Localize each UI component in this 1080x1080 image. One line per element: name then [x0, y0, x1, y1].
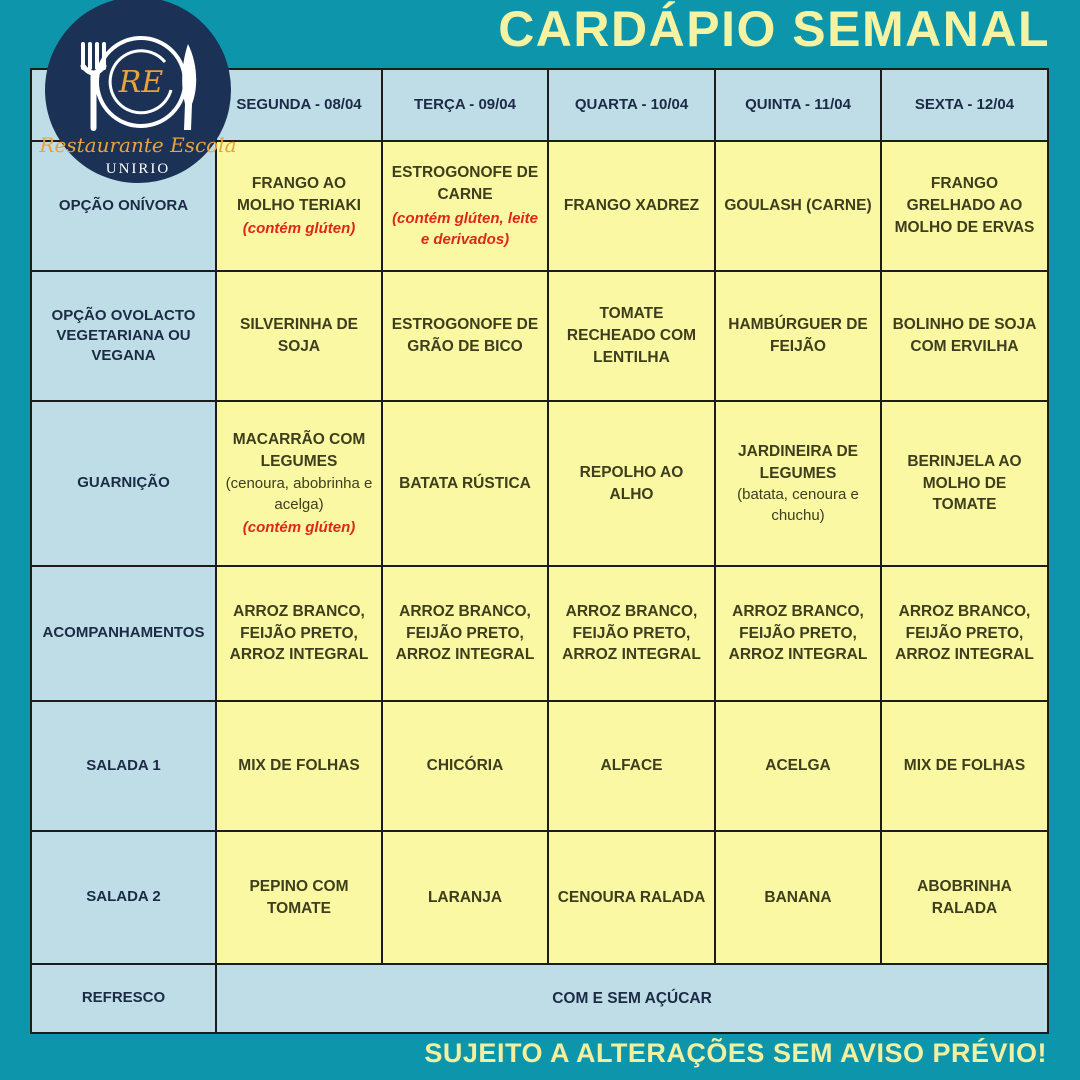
row-label: REFRESCO — [31, 964, 216, 1033]
menu-table-container — [30, 68, 1047, 1032]
menu-cell — [881, 271, 1048, 401]
menu-cell — [881, 701, 1048, 831]
table-row — [31, 401, 1048, 566]
menu-cell — [715, 401, 881, 566]
menu-cell — [382, 566, 548, 701]
row-label: SALADA 2 — [31, 831, 216, 964]
menu-cell — [548, 401, 715, 566]
logo-monogram: RE — [118, 65, 164, 100]
table-row — [31, 831, 1048, 964]
dish-name: ARROZ BRANCO, FEIJÃO PRETO, ARROZ INTEGRAL — [728, 602, 868, 664]
dish-name: ESTROGONOFE DE CARNE — [391, 164, 539, 203]
day-header-0: SEGUNDA - 08/04 — [216, 69, 382, 141]
table-row — [31, 271, 1048, 401]
menu-cell — [548, 566, 715, 701]
menu-cell — [382, 401, 548, 566]
day-header-2: QUARTA - 10/04 — [548, 69, 715, 141]
menu-cell — [382, 141, 548, 271]
dish-name: MIX DE FOLHAS — [238, 757, 360, 775]
menu-cell — [216, 141, 382, 271]
day-header-3: QUINTA - 11/04 — [715, 69, 881, 141]
dish-ingredients: (cenoura, abobrinha e acelga) — [225, 474, 373, 513]
dish-name: SILVERINHA DE SOJA — [240, 316, 358, 355]
menu-cell — [715, 701, 881, 831]
table-row — [31, 701, 1048, 831]
menu-cell — [382, 271, 548, 401]
dish-name: FRANGO AO MOLHO TERIAKI — [237, 174, 361, 214]
page-title: CARDÁPIO SEMANAL — [498, 1, 1050, 57]
table-row — [31, 964, 1048, 1033]
dish-ingredients: (batata, cenoura e chuchu) — [737, 486, 859, 525]
logo-org: UNIRIO — [105, 161, 171, 177]
row-label: GUARNIÇÃO — [31, 401, 216, 566]
day-header-4: SEXTA - 12/04 — [881, 69, 1048, 141]
dish-name: PEPINO COM TOMATE — [249, 877, 349, 917]
dish-name: ARROZ BRANCO, FEIJÃO PRETO, ARROZ INTEGRAL — [395, 602, 535, 664]
dish-name: BANANA — [764, 888, 832, 906]
row-label: OPÇÃO ONÍVORA — [31, 141, 216, 271]
dish-name: LARANJA — [427, 888, 503, 906]
menu-cell — [216, 831, 382, 964]
menu-cell — [382, 831, 548, 964]
dish-name: CHICÓRIA — [426, 757, 504, 775]
merged-cell: COM E SEM AÇÚCAR — [216, 964, 1048, 1033]
menu-cell — [216, 566, 382, 701]
menu-table-body — [31, 69, 1048, 1033]
dish-name: BERINJELA AO MOLHO DE TOMATE — [907, 452, 1022, 514]
dish-name: ESTROGONOFE DE GRÃO DE BICO — [391, 316, 539, 355]
dish-name: HAMBÚRGUER DE FEIJÃO — [728, 316, 868, 355]
menu-cell — [715, 831, 881, 964]
menu-cell — [881, 141, 1048, 271]
footer-disclaimer: SUJEITO A ALTERAÇÕES SEM AVISO PRÉVIO! — [424, 1038, 1047, 1068]
row-label: SALADA 1 — [31, 701, 216, 831]
restaurant-logo-icon — [38, 0, 238, 184]
dish-name: ABOBRINHA RALADA — [917, 877, 1012, 917]
restaurant-logo — [38, 0, 238, 184]
dish-name: BATATA RÚSTICA — [399, 474, 531, 492]
dish-name: MACARRÃO COM LEGUMES — [232, 431, 366, 470]
dish-name: CENOURA RALADA — [557, 888, 706, 906]
menu-cell — [715, 271, 881, 401]
dish-name: JARDINEIRA DE LEGUMES — [738, 442, 858, 482]
allergen-note: (contém glúten) — [242, 220, 356, 238]
dish-name: ARROZ BRANCO, FEIJÃO PRETO, ARROZ INTEGRAL — [229, 602, 369, 664]
table-row — [31, 566, 1048, 701]
dish-name: MIX DE FOLHAS — [903, 757, 1026, 775]
dish-name: ARROZ BRANCO, FEIJÃO PRETO, ARROZ INTEGRAL — [562, 602, 701, 664]
menu-cell — [881, 401, 1048, 566]
row-label: OPÇÃO OVOLACTO VEGETARIANA OU VEGANA — [31, 271, 216, 401]
menu-cell — [881, 831, 1048, 964]
menu-cell — [548, 831, 715, 964]
menu-cell — [715, 566, 881, 701]
menu-cell — [715, 141, 881, 271]
dish-name: FRANGO XADREZ — [563, 197, 700, 215]
dish-name: ALFACE — [600, 757, 663, 775]
menu-cell — [548, 701, 715, 831]
menu-table — [30, 68, 1049, 1034]
allergen-note: (contém glúten) — [242, 518, 356, 536]
dish-name: GOULASH (CARNE) — [724, 197, 872, 215]
menu-cell — [216, 701, 382, 831]
menu-cell — [382, 701, 548, 831]
dish-name: ARROZ BRANCO, FEIJÃO PRETO, ARROZ INTEGRAL — [895, 602, 1034, 664]
menu-cell — [216, 401, 382, 566]
row-label: ACOMPANHAMENTOS — [31, 566, 216, 701]
menu-cell — [548, 271, 715, 401]
dish-name: FRANGO GRELHADO AO MOLHO DE ERVAS — [894, 175, 1035, 236]
dish-name: ACELGA — [765, 757, 831, 775]
menu-cell — [881, 566, 1048, 701]
day-header-1: TERÇA - 09/04 — [382, 69, 548, 141]
menu-cell — [548, 141, 715, 271]
dish-name: REPOLHO AO ALHO — [579, 463, 684, 503]
logo-name: Restaurante Escola — [39, 133, 237, 157]
dish-name: BOLINHO DE SOJA COM ERVILHA — [892, 316, 1037, 355]
dish-name: TOMATE RECHEADO COM LENTILHA — [566, 305, 697, 366]
menu-cell — [216, 271, 382, 401]
allergen-note: (contém glúten, leite e derivados) — [392, 209, 538, 248]
